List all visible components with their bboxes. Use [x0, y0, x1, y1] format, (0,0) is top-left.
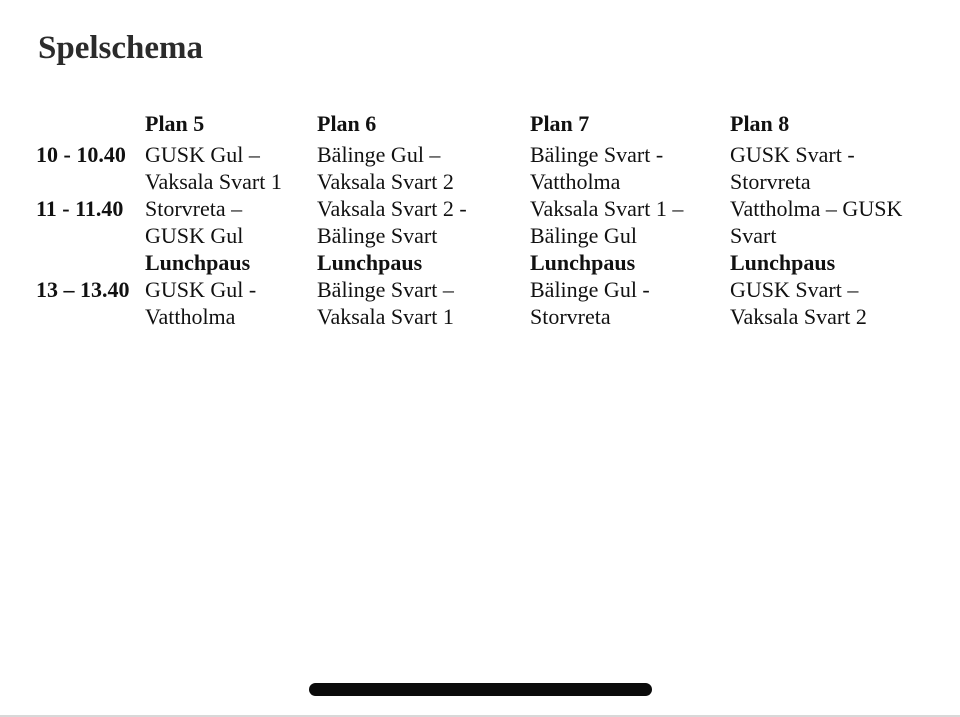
- match-line: Storvreta: [730, 169, 811, 194]
- header-row: [36, 110, 930, 141]
- match-line: Vaksala Svart 2: [730, 304, 867, 329]
- match-cell: [317, 276, 530, 330]
- match-line: Bälinge Svart –: [317, 277, 454, 302]
- match-cell: [730, 141, 930, 195]
- match-line: Vattholma: [530, 169, 621, 194]
- lunch-label-plan-6: Lunchpaus: [317, 250, 423, 275]
- match-line: Bälinge Gul -: [530, 277, 650, 302]
- match-line: Bälinge Gul: [530, 223, 637, 248]
- match-cell: [317, 195, 530, 249]
- column-header-plan-7: Plan 7: [530, 111, 590, 136]
- time-slot: 13 – 13.40: [36, 277, 130, 302]
- schedule-table: [36, 110, 930, 330]
- match-line: GUSK Gul –: [145, 142, 260, 167]
- match-line: Vaksala Svart 2 -: [317, 196, 467, 221]
- match-line: Bälinge Svart: [317, 223, 438, 248]
- time-column-header: [36, 110, 145, 141]
- lunch-time-empty: [36, 249, 145, 276]
- match-line: Vaksala Svart 2: [317, 169, 454, 194]
- match-cell: [730, 195, 930, 249]
- column-header-plan-8: Plan 8: [730, 111, 790, 136]
- match-line: Storvreta: [530, 304, 611, 329]
- match-cell: [145, 141, 317, 195]
- match-line: GUSK Gul -: [145, 277, 257, 302]
- time-slot: 11 - 11.40: [36, 196, 124, 221]
- match-line: Svart: [730, 223, 777, 248]
- match-cell: [145, 195, 317, 249]
- table-row: [36, 195, 930, 249]
- match-cell: [145, 276, 317, 330]
- lunch-label-plan-7: Lunchpaus: [530, 250, 636, 275]
- match-line: Vaksala Svart 1: [317, 304, 454, 329]
- match-line: Vattholma – GUSK: [730, 196, 903, 221]
- match-line: GUSK Svart –: [730, 277, 859, 302]
- match-line: Vaksala Svart 1 –: [530, 196, 684, 221]
- match-line: Bälinge Svart -: [530, 142, 664, 167]
- match-cell: [530, 276, 730, 330]
- match-line: Storvreta –: [145, 196, 243, 221]
- match-cell: [530, 141, 730, 195]
- match-line: GUSK Gul: [145, 223, 244, 248]
- column-header-plan-6: Plan 6: [317, 111, 377, 136]
- home-indicator[interactable]: [309, 683, 652, 696]
- match-line: Vaksala Svart 1: [145, 169, 282, 194]
- match-cell: [530, 195, 730, 249]
- time-slot: 10 - 10.40: [36, 142, 126, 167]
- lunch-row: [36, 249, 930, 276]
- match-line: GUSK Svart -: [730, 142, 855, 167]
- table-row: [36, 141, 930, 195]
- lunch-label-plan-8: Lunchpaus: [730, 250, 836, 275]
- column-header-plan-5: Plan 5: [145, 111, 205, 136]
- lunch-label-plan-5: Lunchpaus: [145, 250, 251, 275]
- match-cell: [317, 141, 530, 195]
- match-cell: [730, 276, 930, 330]
- table-row: [36, 276, 930, 330]
- match-line: Vattholma: [145, 304, 236, 329]
- match-line: Bälinge Gul –: [317, 142, 441, 167]
- page-title: Spelschema: [38, 30, 203, 66]
